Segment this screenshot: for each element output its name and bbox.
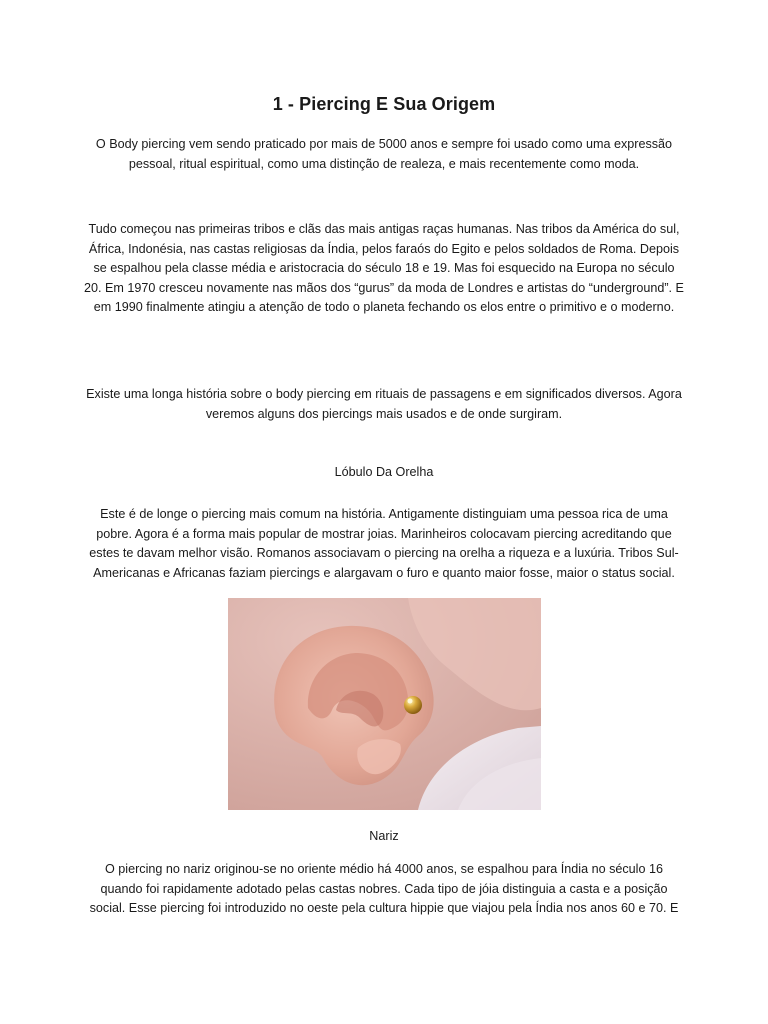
section-heading-nariz: Nariz [369,829,399,843]
history-paragraph: Tudo começou nas primeiras tribos e clãs das mais antigas raças humanas. Nas tribos da América do sul, África, Indonésia, nas castas religiosas da Índia, pelos faraós do Egito e pelos soldados de Roma. Depois se espalhou pela classe média e aristocracia do século 18 e 19. Mas foi esquecido na Europa no século 20. Em 1970 cresceu novamente nas mãos dos “gurus” da moda de Londres e artistas do “underground”. E em 1990 finalmente atingiu a atenção de todo o planeta fechando os elos entre o primitivo e o moderno. [84,222,684,315]
overview-paragraph: Existe uma longa história sobre o body piercing em rituais de passagens e em significados diversos. Agora veremos alguns dos piercings mais usados e de onde surgiram. [86,387,682,421]
lobulo-paragraph: Este é de longe o piercing mais comum na história. Antigamente distinguiam uma pessoa rica de uma pobre. Agora é a forma mais popular de mostrar joias. Marinheiros colocavam piercing acreditando que estes te davam melhor visão. Romanos associavam o piercing na orelha a riqueza e a luxúria. Tribos Sul-Americanas e Africanas faziam piercings e alargavam o furo e quanto maior fosse, maior o status social. [89,507,679,580]
intro-paragraph: O Body piercing vem sendo praticado por mais de 5000 anos e sempre foi usado como uma expressão pessoal, ritual espiritual, como uma distinção de realeza, e mais recentemente como moda. [95,137,673,171]
page-title: 1 - Piercing E Sua Origem [272,94,496,114]
ear-piercing-photo [228,598,541,810]
section-heading-lobulo: Lóbulo Da Orelha [334,465,434,479]
nariz-paragraph: O piercing no nariz originou-se no oriente médio há 4000 anos, se espalhou para Índia no século 16 quando foi rapidamente adotado pelas castas nobres. Cada tipo de jóia distinguia a casta e a posição social. Esse piercing foi introduzido no oeste pela cultura hippie que viajou pela Índia nos anos 60 e 70. E [89,862,679,916]
